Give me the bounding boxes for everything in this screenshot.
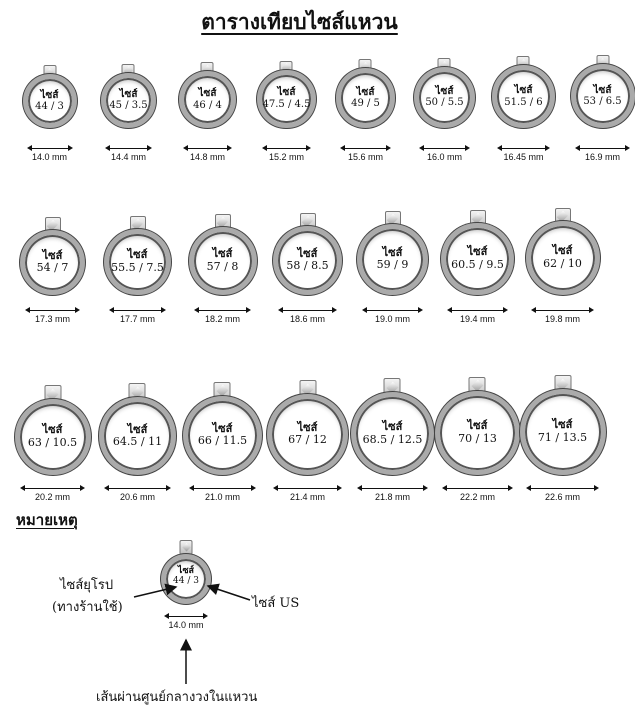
size-word: ไซส์ bbox=[514, 85, 533, 97]
diameter-mm: 22.2 mm bbox=[459, 492, 495, 502]
diameter-mm: 17.3 mm bbox=[34, 314, 70, 324]
size-value: 57 / 8 bbox=[206, 259, 239, 273]
diameter-mm: 20.2 mm bbox=[34, 492, 70, 502]
diameter-mm: 21.4 mm bbox=[289, 492, 325, 502]
size-word: ไซส์ bbox=[382, 245, 403, 259]
diameter-mm: 14.4 mm bbox=[110, 152, 146, 162]
size-word: ไซส์ bbox=[127, 248, 148, 262]
diameter-mm: 16.9 mm bbox=[584, 152, 620, 162]
size-value: 68.5 / 12.5 bbox=[362, 432, 423, 446]
size-value: 54 / 7 bbox=[36, 261, 69, 275]
size-value: 63 / 10.5 bbox=[27, 435, 78, 449]
size-word: ไซส์ bbox=[297, 420, 318, 434]
diameter-mm: 16.45 mm bbox=[503, 152, 544, 162]
size-word: ไซส์ bbox=[297, 246, 318, 260]
size-value: 60.5 / 9.5 bbox=[451, 257, 504, 271]
size-value: 51.5 / 6 bbox=[504, 96, 543, 108]
europe-size-label: ไซส์ยุโรป bbox=[60, 578, 114, 593]
size-word: ไซส์ bbox=[356, 86, 375, 98]
us-arrow-icon bbox=[208, 586, 250, 600]
diameter-mm: 16.0 mm bbox=[426, 152, 462, 162]
us-size-label: ไซส์ US bbox=[252, 596, 300, 611]
diameter-mm: 19.4 mm bbox=[459, 314, 495, 324]
size-word: ไซส์ bbox=[127, 422, 148, 436]
size-word: ไซส์ bbox=[177, 566, 195, 576]
size-value: 70 / 13 bbox=[458, 431, 497, 445]
size-word: ไซส์ bbox=[119, 88, 138, 100]
size-word: ไซส์ bbox=[467, 245, 488, 259]
diameter-mm: 19.8 mm bbox=[544, 314, 580, 324]
example-mm: 14.0 mm bbox=[168, 620, 204, 630]
diameter-mm: 18.2 mm bbox=[204, 314, 240, 324]
size-word: ไซส์ bbox=[42, 423, 63, 437]
size-word: ไซส์ bbox=[552, 244, 573, 258]
diameter-mm: 14.8 mm bbox=[189, 152, 225, 162]
size-value: 62 / 10 bbox=[543, 256, 582, 270]
diameter-mm: 15.6 mm bbox=[347, 152, 383, 162]
europe-size-sub: (ทางร้านใช้) bbox=[52, 600, 123, 615]
size-value: 58 / 8.5 bbox=[286, 259, 329, 273]
size-value: 66 / 11.5 bbox=[197, 434, 248, 448]
size-word: ไซส์ bbox=[382, 420, 403, 433]
size-value: 64.5 / 11 bbox=[112, 435, 163, 449]
size-value: 49 / 5 bbox=[351, 98, 380, 110]
size-word: ไซส์ bbox=[212, 421, 233, 435]
size-word: ไซส์ bbox=[198, 88, 217, 100]
size-word: ไซส์ bbox=[435, 85, 454, 97]
size-value: 55.5 / 7.5 bbox=[111, 260, 164, 274]
size-word: ไซส์ bbox=[42, 248, 63, 262]
example-size-value: 44 / 3 bbox=[173, 576, 199, 587]
size-word: ไซส์ bbox=[593, 84, 612, 96]
size-value: 67 / 12 bbox=[288, 433, 327, 447]
size-value: 46 / 4 bbox=[193, 99, 222, 111]
note-heading: หมายเหตุ bbox=[16, 511, 78, 529]
size-value: 47.5 / 4.5 bbox=[262, 98, 311, 110]
page-title: ตารางเทียบไซส์แหวน bbox=[201, 9, 398, 34]
diameter-mm: 19.0 mm bbox=[374, 314, 410, 324]
size-value: 44 / 3 bbox=[35, 101, 64, 112]
diameter-mm: 20.6 mm bbox=[119, 492, 155, 502]
diameter-mm: 14.0 mm bbox=[31, 152, 67, 162]
size-word: ไซส์ bbox=[277, 87, 296, 99]
size-word: ไซส์ bbox=[467, 419, 488, 433]
diameter-mm: 21.8 mm bbox=[374, 492, 410, 502]
europe-arrow-icon bbox=[134, 587, 176, 597]
diameter-mm: 18.6 mm bbox=[289, 314, 325, 324]
diameter-mm: 22.6 mm bbox=[544, 492, 580, 502]
size-value: 53 / 6.5 bbox=[583, 96, 622, 107]
size-word: ไซส์ bbox=[40, 89, 59, 101]
size-word: ไซส์ bbox=[552, 418, 573, 432]
size-value: 50 / 5.5 bbox=[425, 97, 464, 109]
size-value: 45 / 3.5 bbox=[109, 100, 148, 112]
size-value: 71 / 13.5 bbox=[537, 430, 588, 444]
diameter-mm: 21.0 mm bbox=[204, 492, 240, 502]
diameter-mm: 15.2 mm bbox=[268, 152, 304, 162]
diameter-mm: 17.7 mm bbox=[119, 314, 155, 324]
size-value: 59 / 9 bbox=[376, 258, 409, 272]
size-word: ไซส์ bbox=[212, 247, 233, 261]
diameter-label: เส้นผ่านศูนย์กลางวงในแหวน bbox=[96, 690, 258, 705]
